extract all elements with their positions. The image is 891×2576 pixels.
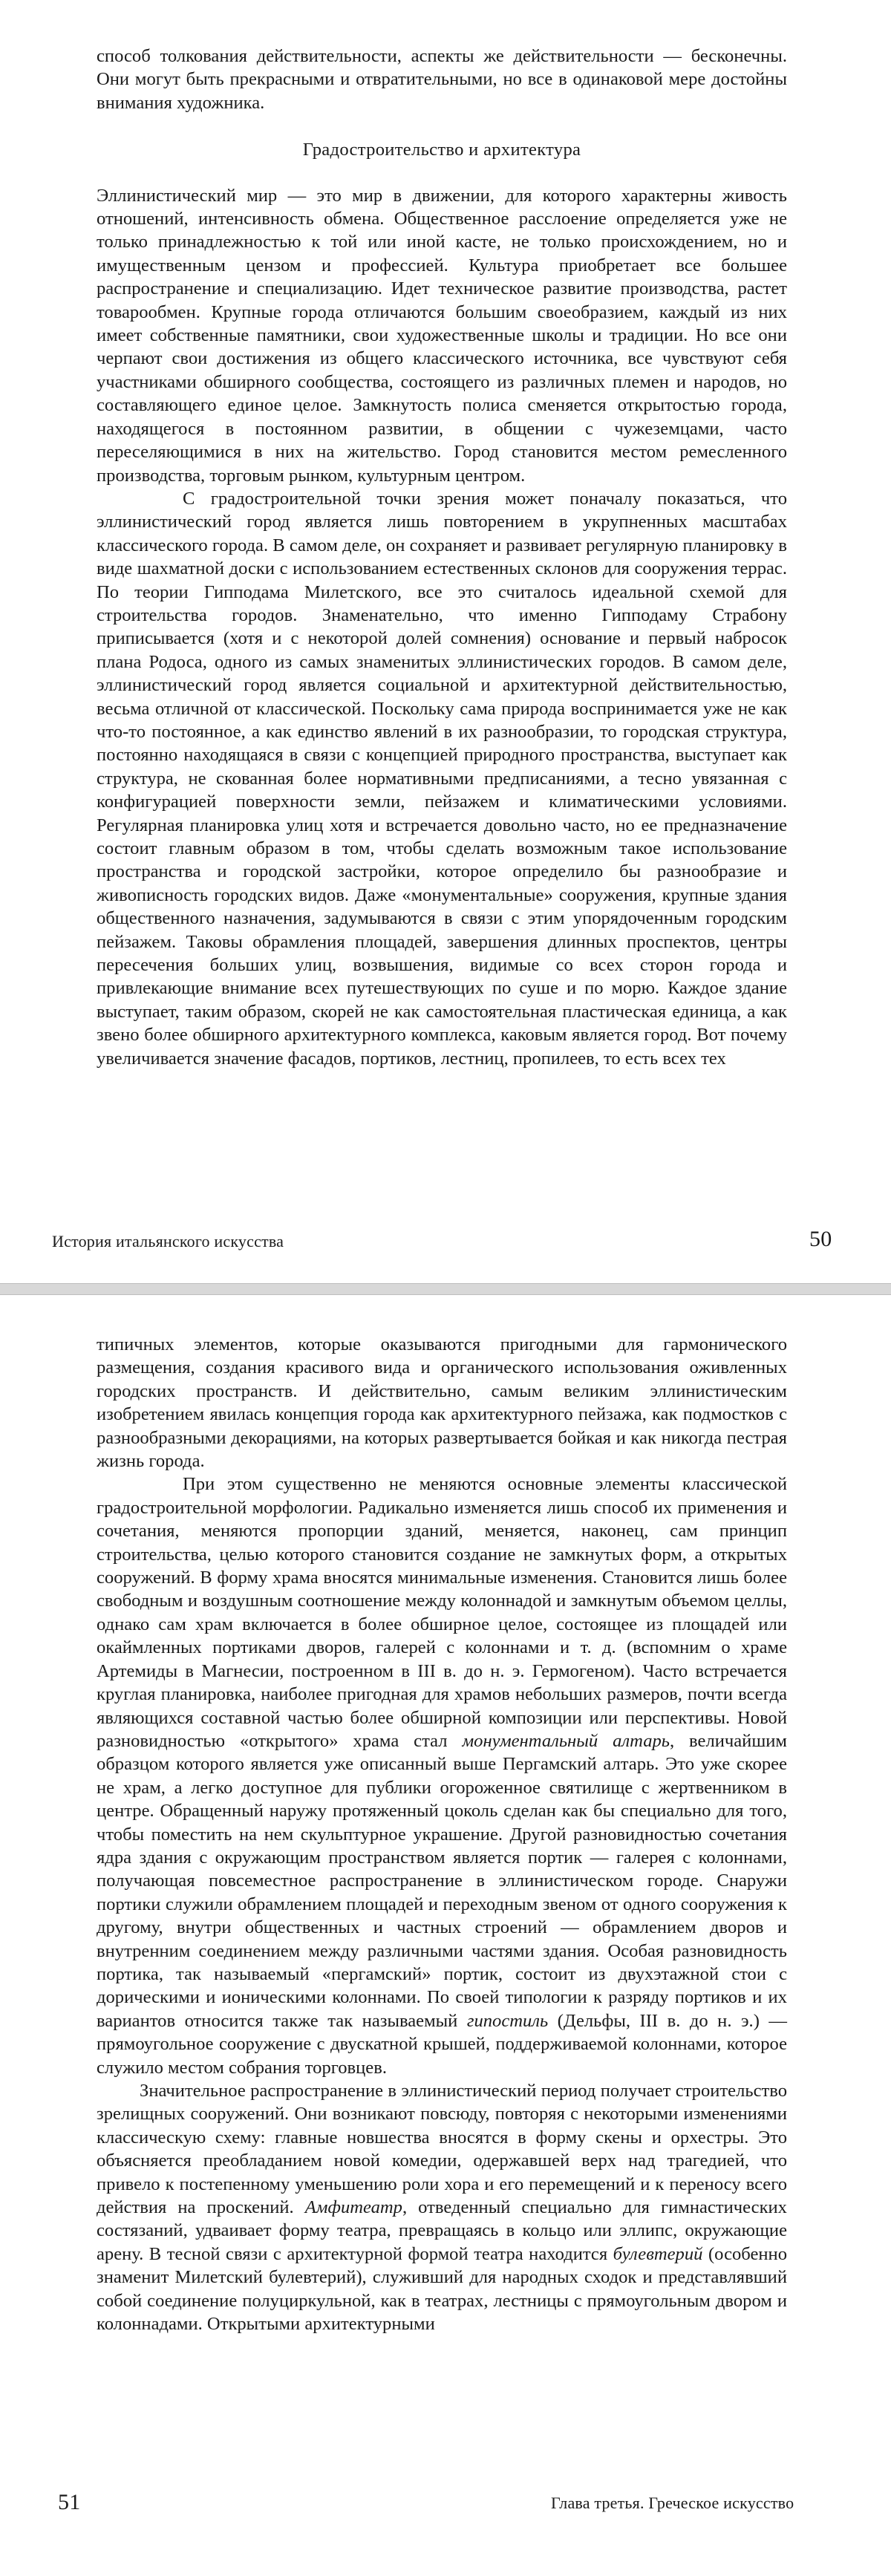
running-footer-title: История итальянского искусства [52, 1232, 284, 1250]
paragraph-theaters-text-1: Значительное распространение в эллинистический период получает строительство зрелищных сооружений. Они возникают повсюду, повторяя с некоторыми изменениями классическую схему: главные новшества вносятся в форму скены и орхестры. Это объясняется преобладанием новой комедии, одержавшей верх над трагедией, что привело к постепенному уменьшению роли хора и его перемещений и к переносу всего действия на проскений. [97, 2081, 787, 2218]
paragraph-typical-elements: типичных элементов, которые оказываются пригодными для гармонического размещения, создания красивого вида и органического использования оживленных городских пространств. И действительно, самым великим эллинистическим изобретением явилась концепция города как архитектурного пейзажа, как подмостков с разнообразными декорациями, на которых развертывается бойкая и как никогда пестрая жизнь города. [97, 1334, 787, 1472]
page-51 [0, 1296, 891, 2576]
paragraph-morphology-text-2: , величайшим образцом которого является уже описанный выше Пергамский алтарь. Это уже скорее не храм, а легко доступное для публики огороженное святилище с жертвенником в центре. Обращенный наружу протяженный цоколь сделан как бы специально для того, чтобы поместить на нем скульптурное украшение. Другой разновидностью сочетания ядра здания с окружающим пространством является портик — галерея с колоннами, получающая повсеместное распространение в эллинистическом городе. Снаружи портики служили обрамлением площадей и переходным звеном от одного сооружения к другому, внутри общественных и частных строений — обрамлением дворов и внутренним соединением между различными частями здания. Особая разновидность портика, так называемый «пергамский» портик, состоит из двухэтажной стои с дорическими и ионическими колоннами. По своей типологии к разряду портиков и их вариантов относится также так называемый [97, 1730, 787, 2031]
page-number: 50 [809, 1227, 832, 1251]
page-divider [0, 1283, 891, 1295]
section-heading: Градостроительство и архитектура [302, 140, 581, 160]
term-monumental-altar: монументальный алтарь [462, 1730, 670, 1751]
term-hypostyle: гипостиль [466, 2010, 549, 2031]
page-50 [0, 0, 891, 1281]
running-footer-title: Глава третья. Греческое искусство [551, 2494, 794, 2512]
paragraph-hellenistic-world: Эллинистический мир — это мир в движении, для которого характерны живость отношений, интенсивность обмена. Общественное расслоение определяется уже не только принадлежностью к той или иной касте, не только происхождением, но и имущественным цензом и профессией. Культура приобретает все большее распространение и специализацию. Идет техническое развитие производства, растет товарообмен. Крупные города отличаются большим своеобразием, каждый из них имеет собственные памятники, свои художественные школы и традиции. Но все они черпают свои достижения из общего классического источника, все чувствуют себя участниками обширного сообщества, состоящего из различных племен и народов, но составляющего единое целое. Замкнутость полиса сменяется открытостью города, находящегося в постоянном развитии, в общении с чужеземцами, часто переселяющимися в них на жительство. Город становится местом ремесленного производства, торговым рынком, культурным центром. [97, 185, 787, 486]
page-50-text-column [97, 45, 787, 1070]
paragraph-morphology-text-1: При этом существенно не меняются основные элементы классической градостроительной морфологии. Радикально изменяется лишь способ их применения и сочетания, меняются пропорции зданий, меняется, наконец, сам принцип строительства, целью которого становится создание не замкнутых форм, а открытых сооружений. В форму храма вносятся минимальные изменения. Становится лишь более свободным и воздушным соотношение между колоннадой и замкнутым объемом целлы, однако сам храм включается в более обширное целое, состоящее из площадей или окаймленных портиками дворов, галерей с колоннами и т. д. (вспомним о храме Артемиды в Магнесии, построенном в III в. до н. э. Гермогеном). Часто встречается круглая планировка, наиболее пригодная для храмов небольших размеров, почти всегда являющихся составной частью более обширной композиции или перспективы. Новой разновидностью «открытого» храма стал [97, 1474, 787, 1751]
intro-paragraph: способ толкования действительности, аспекты же действительности — бесконечны. Они могут быть прекрасными и отвратительными, но все в одинаковой мере достойны внимания художника. [97, 46, 787, 113]
term-amphitheater: Амфитеатр [304, 2197, 402, 2218]
page-number: 51 [58, 2490, 81, 2514]
paragraph-theaters [97, 2079, 787, 2335]
paragraph-theaters-text-3: (особенно знаменит Милетский булевтерий), служивший для народных сходок и представлявший собой соединение полуциркульной, как в театрах, лестницы с прямоугольным двором и колоннадами. Открытыми архитектурными [97, 2243, 788, 2335]
term-bouleuterion: булевтерий [613, 2243, 703, 2264]
paragraph-urban-planning: С градостроительной точки зрения может поначалу показаться, что эллинистический город является лишь повторением в укрупненных масштабах классического города. В самом деле, он сохраняет и развивает регулярную планировку в виде шахматной доски с использованием естественных склонов для сооружения террас. По теории Гипподама Милетского, все это считалось идеальной схемой для строительства городов. Знаменательно, что именно Гипподаму Страбону приписывается (хотя и с некоторой долей сомнения) основание и первый набросок плана Родоса, одного из самых знаменитых эллинистических городов. В самом деле, эллинистический город является социальной и архитектурной действительностью, весьма отличной от классической. Поскольку сама природа воспринимается уже не как что-то постоянное, а как единство явлений в их разнообразии, то городская структура, постоянно находящаяся в связи с концепцией природного пространства, выступает как структура, не скованная более нормативными предписаниями, а тесно увязанная с конфигурацией поверхности земли, пейзажем и климатическими условиями. Регулярная планировка улиц хотя и встречается довольно часто, но ее предназначение состоит главным образом в том, чтобы сделать возможным такое использование пространства и городской застройки, которое определило бы разнообразие и живописность городских видов. Даже «монументальные» сооружения, крупные здания общественного назначения, задумываются в связи с этим упорядоченным городским пейзажем. Таковы обрамления площадей, завершения длинных проспектов, центры пересечения больших улиц, возвышения, видимые со всех сторон города и привлекающие внимание всех путешествующих по суше и по морю. Каждое здание выступает, таким образом, скорей не как самостоятельная пластическая единица, а как звено более обширного архитектурного комплекса, каковым является город. Вот почему увеличивается значение фасадов, портиков, лестниц, пропилеев, то есть всех тех [97, 488, 787, 1069]
paragraph-morphology [97, 1473, 787, 2079]
paragraph-theaters-text-2: , отведенный специально для гимнастических состязаний, удваивает форму театра, превращаясь в кольцо или эллипс, окружающие арену. В тесной связи с архитектурной формой театра находится [97, 2197, 787, 2264]
page-51-text-column [97, 1333, 787, 2335]
paragraph-morphology-text-3: (Дельфы, III в. до н. э.) — прямоугольное сооружение с двускатной крышей, поддерживаемой колоннами, которое служило местом собрания торговцев. [97, 2010, 787, 2078]
